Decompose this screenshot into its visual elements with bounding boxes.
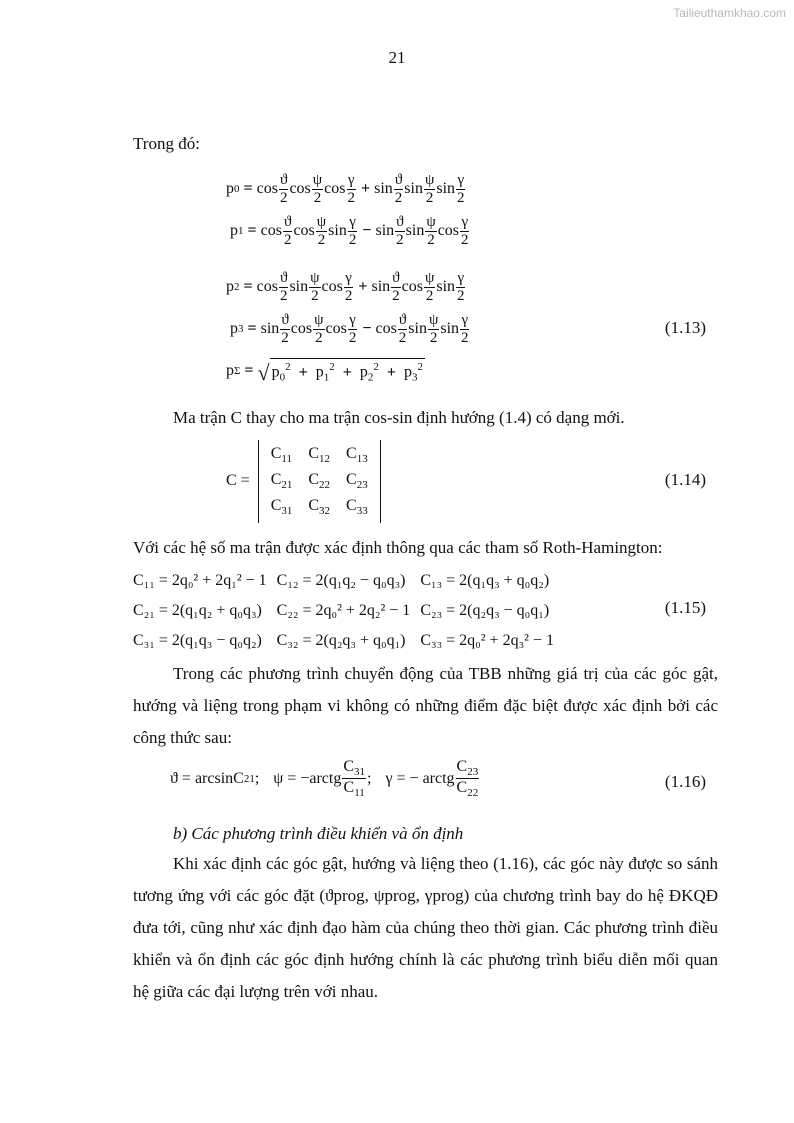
lhs: p: [230, 222, 238, 239]
den: 2: [313, 189, 322, 206]
num: ψ: [424, 172, 435, 188]
fraction: [279, 270, 289, 304]
psi-fraction: [342, 758, 366, 800]
paragraph-control: Khi xác định các góc gật, hướng và liệng theo (1.16), các góc này được so sánh tương ứng với các góc đặt (ϑprog, ψprog, γprog) của chương trình bay do hệ ĐKQĐ đưa tới, cũng như xác định đạo hàm của chúng theo thời gian. Các phương trình điều khiển và ổn định các góc định hướng chính là các phương trình biểu diễn mối quan hệ giữa các đại lượng trên với nhau.: [133, 854, 718, 1001]
cell-sub: 11: [281, 453, 292, 466]
gamma-fraction: [456, 758, 480, 800]
sub: Σ: [234, 364, 241, 377]
fraction: [312, 172, 323, 206]
term: cos: [401, 278, 423, 295]
sub: 3: [238, 323, 244, 335]
term: sin: [328, 222, 347, 239]
operator: −: [362, 320, 372, 337]
term: p: [271, 363, 280, 381]
watermark: Tailieuthamkhao.com: [673, 6, 786, 20]
sup: 2: [417, 361, 423, 374]
operator: +: [358, 278, 368, 295]
page-number: 21: [388, 48, 406, 67]
term: p: [315, 363, 324, 381]
theta-expression: ϑ = arcsinC: [170, 769, 244, 787]
p-equation-block: [226, 168, 471, 392]
sub: 0: [234, 183, 240, 195]
term: sin: [371, 278, 391, 295]
cell-sub: 33: [356, 505, 368, 518]
coefficient-c31: C₃₁ = 2(q₁q₃ − q₀q₂): [133, 632, 262, 649]
den: 2: [429, 329, 438, 346]
coefficient-c12: C₁₂ = 2(q₁q₂ − q₀q₃): [276, 572, 406, 589]
sub: 21: [243, 772, 255, 785]
matrix-cell: [300, 494, 338, 520]
num: [342, 758, 366, 779]
den: 2: [344, 287, 353, 304]
term: sin: [436, 278, 456, 295]
fraction: [460, 312, 470, 346]
term: sin: [289, 278, 309, 295]
matrix-cell: [300, 442, 338, 468]
term: cos: [293, 222, 315, 239]
den: 2: [457, 287, 465, 304]
fraction: [313, 312, 324, 346]
cell-symbol: C: [270, 471, 282, 489]
term: sin: [436, 180, 456, 197]
num: γ: [349, 214, 356, 230]
coefficient-c21: C₂₁ = 2(q₁q₂ + q₀q₃): [133, 602, 262, 619]
matrix-cell: [263, 494, 301, 520]
num-symbol: C: [456, 758, 468, 775]
den: 2: [425, 287, 434, 304]
den: 2: [396, 231, 404, 248]
sqrt-body: [270, 358, 425, 384]
den: 2: [461, 329, 469, 346]
equation-number-1-14: (1.14): [664, 470, 706, 489]
fraction: [391, 270, 401, 304]
matrix-equation: [226, 440, 381, 523]
num: ψ: [428, 312, 439, 328]
cell-symbol: C: [270, 445, 282, 462]
den: 2: [425, 189, 434, 206]
fraction: [395, 214, 405, 248]
term: cos: [437, 222, 460, 239]
cell-sub: 32: [319, 505, 331, 518]
num: γ: [349, 312, 356, 328]
matrix-lhs: C: [226, 472, 237, 490]
sub: 1: [323, 371, 330, 384]
separator: ;: [254, 769, 260, 787]
fraction: [316, 214, 327, 248]
plus: +: [342, 363, 352, 381]
sub: 31: [354, 766, 365, 779]
den: 2: [311, 287, 319, 304]
matrix-cell: [338, 442, 376, 468]
cell-symbol: C: [270, 497, 282, 515]
psi-expression: ψ = −arctg: [273, 769, 342, 787]
term: sin: [440, 320, 460, 337]
den: 2: [347, 189, 355, 206]
equation-number-1-13: (1.13): [664, 318, 706, 337]
fraction: [456, 172, 466, 206]
den: 2: [348, 329, 357, 346]
sup: 2: [285, 361, 291, 374]
equation-psum: [226, 350, 471, 392]
paragraph-motion: Trong các phương trình chuyển động của TBB những giá trị của các góc gật, hướng và liệng trong phạm vi không có những điểm đặc biệt được xác định bởi các công thức sau:: [133, 664, 718, 747]
equals: =: [240, 472, 250, 490]
sub: 2: [234, 281, 240, 293]
term: sin: [374, 180, 393, 197]
term: cos: [324, 180, 346, 197]
term: cos: [321, 278, 343, 295]
intro-text: Trong đó:: [133, 134, 200, 153]
coefficient-c32: C₃₂ = 2(q₂q₃ + q₀q₁): [276, 632, 406, 649]
term: cos: [375, 320, 397, 337]
den: 2: [315, 329, 323, 346]
term: p: [359, 363, 368, 381]
term: sin: [404, 180, 423, 197]
matrix-cell: [300, 468, 338, 494]
den-symbol: C: [343, 779, 355, 797]
equation-number-1-16: (1.16): [664, 772, 706, 791]
term: sin: [375, 222, 395, 239]
sub: 22: [467, 787, 479, 800]
equation-p3: [226, 308, 471, 350]
fraction: [348, 214, 358, 248]
sup: 2: [373, 361, 379, 374]
num: ϑ: [394, 172, 403, 188]
paragraph-matrix: Ma trận C thay cho ma trận cos-sin định hướng (1.4) có dạng mới.: [173, 408, 625, 427]
operator: +: [361, 180, 371, 197]
cell-sub: 31: [281, 505, 293, 518]
num: γ: [345, 270, 352, 286]
term: cos: [256, 180, 278, 197]
num: γ: [457, 270, 465, 286]
fraction: [394, 172, 404, 206]
sqrt: [258, 358, 425, 384]
den: 2: [392, 287, 400, 304]
coefficient-c13: C₁₃ = 2(q₁q₃ + q₀q₂): [420, 572, 550, 589]
den: 2: [457, 189, 465, 206]
num: ϑ: [281, 312, 289, 328]
den: 2: [283, 231, 292, 248]
num: γ: [461, 312, 469, 328]
angle-equations: [170, 758, 480, 800]
den: [343, 779, 366, 799]
lhs: p: [226, 278, 234, 295]
paragraph-coefficients: Với các hệ số ma trận được xác định thông qua các tham số Roth-Hamington:: [133, 538, 663, 557]
den: 2: [461, 231, 469, 248]
num: γ: [457, 172, 465, 188]
equals: =: [244, 361, 254, 379]
term: cos: [260, 222, 282, 239]
plus: +: [386, 363, 396, 381]
num: ψ: [312, 172, 323, 188]
num: ϑ: [283, 214, 292, 230]
sub: 11: [354, 787, 365, 800]
equation-p0: [226, 168, 471, 210]
cell-sub: 12: [319, 453, 331, 466]
sub: 0: [279, 371, 286, 384]
num: γ: [461, 214, 469, 230]
fraction: [283, 214, 293, 248]
den: 2: [348, 231, 357, 248]
num: ϑ: [279, 270, 288, 286]
num: [456, 758, 480, 779]
num-symbol: C: [343, 758, 354, 775]
cell-sub: 21: [281, 479, 293, 492]
term: cos: [256, 278, 278, 295]
cell-symbol: C: [346, 471, 357, 489]
equals: =: [247, 222, 257, 239]
equation-number-1-15: (1.15): [664, 598, 706, 617]
term: cos: [289, 180, 311, 197]
num: ψ: [310, 270, 320, 286]
cell-sub: 22: [319, 479, 331, 492]
coefficient-c11: C₁₁ = 2q₀² + 2q₁² − 1: [133, 572, 267, 589]
num: ϑ: [396, 214, 404, 230]
sub: 3: [411, 371, 418, 384]
term: sin: [405, 222, 425, 239]
sub: 2: [367, 371, 374, 384]
equals: =: [243, 180, 253, 197]
coefficient-c23: C₂₃ = 2(q₂q₃ − q₀q₁): [420, 602, 550, 619]
fraction: [425, 214, 436, 248]
den: 2: [394, 189, 403, 206]
matrix-cell: [338, 494, 376, 520]
den-symbol: C: [456, 779, 468, 797]
fraction: [460, 214, 470, 248]
num: ψ: [314, 312, 324, 328]
coefficient-c33: C₃₃ = 2q₀² + 2q₃² − 1: [420, 632, 554, 649]
num: γ: [347, 172, 355, 188]
equation-p1: [226, 210, 471, 252]
fraction: [279, 172, 289, 206]
den: 2: [398, 329, 407, 346]
fraction: [280, 312, 290, 346]
section-heading: b) Các phương trình điều khiển và ổn định: [173, 824, 464, 843]
num: ϑ: [392, 270, 400, 286]
matrix-cell: [338, 468, 376, 494]
den: 2: [317, 231, 326, 248]
term: sin: [260, 320, 280, 337]
lhs: p: [230, 320, 238, 337]
operator: −: [362, 222, 372, 239]
lhs: p: [226, 180, 234, 197]
radical-sign: √: [257, 359, 270, 385]
cell-symbol: C: [308, 497, 320, 515]
term: sin: [408, 320, 427, 337]
coefficient-block: [133, 566, 564, 656]
fraction: [424, 270, 435, 304]
sup: 2: [329, 361, 335, 374]
matrix-cell: [263, 442, 301, 468]
fraction: [344, 270, 354, 304]
fraction: [309, 270, 320, 304]
equals: =: [247, 320, 257, 337]
num: ψ: [316, 214, 327, 230]
matrix-c: [258, 440, 381, 523]
num: ϑ: [279, 172, 288, 188]
cell-sub: 23: [356, 479, 368, 492]
fraction: [348, 312, 358, 346]
den: 2: [279, 189, 288, 206]
num: ψ: [424, 270, 435, 286]
plus: +: [298, 363, 308, 381]
coefficient-c22: C₂₂ = 2q₀² + 2q₂² − 1: [276, 602, 411, 619]
num: ϑ: [398, 312, 407, 328]
gamma-expression: γ = − arctg: [385, 769, 455, 787]
fraction: [347, 172, 357, 206]
den: [456, 779, 480, 799]
fraction: [424, 172, 435, 206]
den: 2: [279, 287, 288, 304]
fraction: [428, 312, 439, 346]
fraction: [398, 312, 408, 346]
term: cos: [290, 320, 313, 337]
cell-symbol: C: [308, 471, 320, 489]
fraction: [456, 270, 466, 304]
num: ψ: [426, 214, 436, 230]
term: cos: [325, 320, 347, 337]
lhs: p: [226, 361, 234, 379]
term: p: [403, 363, 412, 381]
matrix-cell: [263, 468, 301, 494]
cell-symbol: C: [346, 497, 357, 515]
equals: =: [243, 278, 253, 295]
sub: 1: [238, 225, 244, 237]
sub: 23: [467, 766, 479, 779]
den: 2: [281, 329, 289, 346]
equation-p2: [226, 266, 471, 308]
cell-symbol: C: [308, 445, 320, 462]
den: 2: [427, 231, 435, 248]
cell-sub: 13: [356, 453, 368, 466]
separator: ;: [367, 769, 372, 787]
cell-symbol: C: [346, 445, 357, 462]
